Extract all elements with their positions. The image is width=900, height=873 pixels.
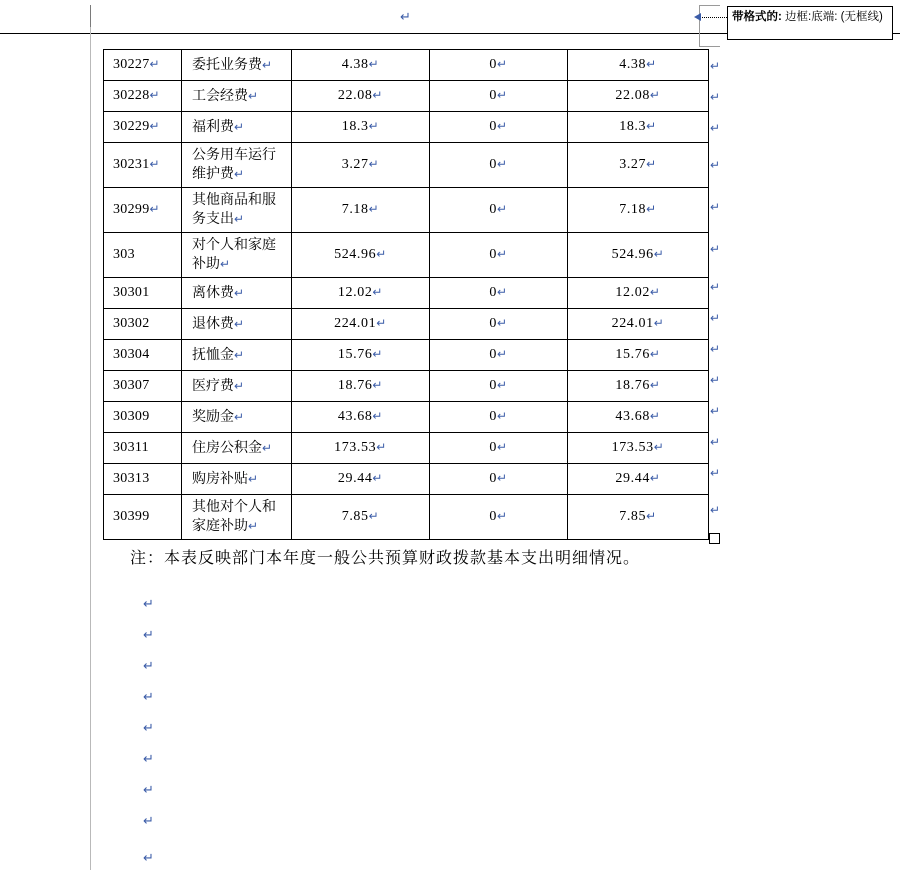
table-row[interactable] (104, 143, 709, 188)
name-text: 公务用车运行维护费 (192, 148, 276, 182)
value-text: 224.01 (334, 316, 377, 331)
value-text: 173.53 (611, 440, 654, 455)
name-text: 福利费 (192, 119, 234, 135)
cell-name[interactable] (182, 278, 292, 309)
name-text: 其他对个人和家庭补助 (192, 500, 276, 534)
value-text: 18.3 (619, 119, 647, 134)
cell-code[interactable] (104, 233, 182, 278)
cell-value2[interactable] (430, 233, 568, 278)
value-text: 15.76 (337, 347, 373, 362)
row-end-mark: ↵ (710, 311, 721, 325)
cell-paragraph-mark: ↵ (649, 378, 661, 392)
table-row[interactable] (104, 233, 709, 278)
name-text: 抚恤金 (192, 347, 234, 363)
cell-value1[interactable] (292, 402, 430, 433)
cell-paragraph-mark: ↵ (372, 347, 384, 361)
cell-value3[interactable] (568, 433, 709, 464)
cell-paragraph-mark: ↵ (234, 212, 245, 226)
cell-paragraph-mark: ↵ (649, 347, 661, 361)
cell-paragraph-mark: ↵ (234, 316, 245, 331)
cell-value2[interactable] (430, 402, 568, 433)
value-text: 0 (489, 471, 497, 486)
value-text: 0 (489, 440, 497, 455)
cell-value3[interactable] (568, 112, 709, 143)
cell-code[interactable] (104, 112, 182, 143)
cell-paragraph-mark: ↵ (496, 440, 508, 454)
cell-paragraph-mark: ↵ (649, 88, 661, 102)
value-text: 0 (489, 316, 497, 331)
table-row[interactable] (104, 188, 709, 233)
cell-paragraph-mark: ↵ (653, 247, 665, 261)
value-text: 0 (489, 88, 497, 103)
value-text: 7.85 (619, 509, 647, 524)
cell-name[interactable] (182, 402, 292, 433)
name-text: 委托业务费 (192, 57, 262, 73)
cell-name[interactable] (182, 143, 292, 188)
left-margin-tick (90, 5, 91, 27)
cell-value1[interactable] (292, 371, 430, 402)
code-text: 30229 (113, 119, 150, 134)
cell-value1[interactable] (292, 112, 430, 143)
value-text: 29.44 (615, 471, 650, 486)
cell-paragraph-mark: ↵ (496, 509, 508, 523)
cell-paragraph-mark: ↵ (368, 202, 380, 216)
cell-paragraph-mark: ↵ (496, 316, 508, 330)
paragraph-mark: ↵ (143, 596, 154, 611)
cell-paragraph-mark: ↵ (496, 247, 508, 261)
cell-value2[interactable] (430, 278, 568, 309)
cell-paragraph-mark: ↵ (234, 167, 245, 181)
value-text: 18.76 (615, 378, 650, 393)
cell-code[interactable] (104, 309, 182, 340)
cell-paragraph-mark: ↵ (649, 409, 661, 423)
value-text: 18.76 (337, 378, 373, 393)
table-row[interactable] (104, 433, 709, 464)
row-end-mark: ↵ (710, 342, 721, 356)
row-end-mark: ↵ (710, 242, 721, 256)
cell-paragraph-mark: ↵ (234, 409, 245, 424)
value-text: 173.53 (334, 440, 377, 455)
cell-paragraph-mark: ↵ (262, 57, 273, 72)
table-row[interactable] (104, 495, 709, 540)
cell-paragraph-mark: ↵ (248, 471, 259, 486)
cell-paragraph-mark: ↵ (149, 119, 160, 133)
cell-code[interactable] (104, 495, 182, 540)
code-text: 30299 (113, 202, 150, 217)
cell-paragraph-mark: ↵ (234, 347, 245, 362)
table-row[interactable] (104, 309, 709, 340)
cell-value3[interactable] (568, 340, 709, 371)
row-end-mark: ↵ (710, 466, 721, 480)
row-end-mark: ↵ (710, 373, 721, 387)
cell-paragraph-mark: ↵ (653, 440, 665, 454)
cell-paragraph-mark: ↵ (496, 88, 508, 102)
value-text: 43.68 (615, 409, 650, 424)
value-text: 29.44 (337, 471, 373, 486)
cell-name[interactable] (182, 371, 292, 402)
cell-paragraph-mark: ↵ (234, 378, 245, 393)
cell-value1[interactable] (292, 278, 430, 309)
paragraph-mark: ↵ (143, 627, 154, 642)
table-resize-handle[interactable] (709, 533, 720, 544)
value-text: 0 (489, 202, 497, 217)
row-end-mark: ↵ (710, 59, 721, 73)
comment-leader-arrow-icon (694, 13, 701, 21)
row-end-mark: ↵ (710, 158, 721, 172)
value-text: 0 (489, 157, 497, 172)
code-text: 30302 (113, 316, 150, 331)
cell-paragraph-mark: ↵ (496, 347, 508, 361)
code-text: 30309 (113, 409, 150, 424)
value-text: 22.08 (615, 88, 650, 103)
cell-value2[interactable] (430, 495, 568, 540)
table-row[interactable] (104, 112, 709, 143)
row-end-mark: ↵ (710, 404, 721, 418)
cell-value3[interactable] (568, 464, 709, 495)
cell-code[interactable] (104, 402, 182, 433)
value-text: 3.27 (619, 157, 647, 172)
table-row[interactable] (104, 81, 709, 112)
cell-paragraph-mark: ↵ (234, 119, 245, 134)
cell-value3[interactable] (568, 81, 709, 112)
paragraph-mark: ↵ (400, 9, 411, 24)
value-text: 4.38 (341, 57, 369, 72)
cell-paragraph-mark: ↵ (149, 88, 160, 102)
code-text: 30307 (113, 378, 150, 393)
value-text: 4.38 (619, 57, 647, 72)
cell-name[interactable] (182, 433, 292, 464)
cell-code[interactable] (104, 81, 182, 112)
cell-value3[interactable] (568, 495, 709, 540)
cell-paragraph-mark: ↵ (234, 285, 245, 300)
value-text: 7.85 (341, 509, 369, 524)
cell-paragraph-mark: ↵ (376, 247, 387, 261)
table-body (104, 50, 709, 540)
cell-paragraph-mark: ↵ (262, 440, 273, 455)
comment-label: 带格式的: (732, 11, 782, 23)
cell-name[interactable] (182, 495, 292, 540)
name-text: 工会经费 (192, 88, 248, 104)
cell-paragraph-mark: ↵ (368, 119, 380, 133)
cell-value2[interactable] (430, 143, 568, 188)
cell-value1[interactable] (292, 188, 430, 233)
value-text: 7.18 (619, 202, 647, 217)
cell-value1[interactable] (292, 340, 430, 371)
cell-paragraph-mark: ↵ (649, 471, 661, 485)
table-note (130, 545, 640, 568)
value-text: 3.27 (341, 157, 369, 172)
cell-paragraph-mark: ↵ (496, 57, 508, 71)
cell-name[interactable] (182, 81, 292, 112)
value-text: 12.02 (615, 285, 650, 300)
cell-code[interactable] (104, 50, 182, 81)
cell-value3[interactable] (568, 371, 709, 402)
left-margin-guide (90, 5, 91, 870)
code-text: 30228 (113, 88, 150, 103)
name-text: 对个人和家庭补助 (192, 238, 276, 272)
value-text: 0 (489, 247, 497, 262)
row-end-mark: ↵ (710, 200, 721, 214)
cell-code[interactable] (104, 433, 182, 464)
code-text: 30304 (113, 347, 150, 362)
name-text: 其他商品和服务支出 (192, 193, 276, 227)
cell-paragraph-mark: ↵ (372, 88, 384, 102)
name-text: 奖励金 (192, 409, 234, 425)
cell-value2[interactable] (430, 433, 568, 464)
cell-value1[interactable] (292, 81, 430, 112)
cell-value3[interactable] (568, 278, 709, 309)
cell-paragraph-mark: ↵ (368, 509, 380, 523)
value-text: 12.02 (337, 285, 373, 300)
row-end-mark: ↵ (710, 121, 721, 135)
cell-paragraph-mark: ↵ (653, 316, 665, 330)
cell-name[interactable] (182, 464, 292, 495)
cell-paragraph-mark: ↵ (646, 157, 657, 171)
value-text: 18.3 (341, 119, 369, 134)
cell-code[interactable] (104, 278, 182, 309)
cell-code[interactable] (104, 188, 182, 233)
cell-value2[interactable] (430, 112, 568, 143)
cell-paragraph-mark: ↵ (368, 57, 380, 71)
cell-paragraph-mark: ↵ (496, 378, 508, 392)
cell-value3[interactable] (568, 309, 709, 340)
cell-value3[interactable] (568, 233, 709, 278)
value-text: 15.76 (615, 347, 650, 362)
cell-paragraph-mark: ↵ (149, 57, 160, 71)
value-text: 7.18 (341, 202, 369, 217)
code-text: 30399 (113, 509, 150, 524)
budget-table[interactable] (103, 49, 709, 540)
cell-value1[interactable] (292, 233, 430, 278)
cell-paragraph-mark: ↵ (496, 202, 508, 216)
cell-value2[interactable] (430, 50, 568, 81)
code-text: 30313 (113, 471, 150, 486)
cell-paragraph-mark: ↵ (496, 409, 508, 423)
value-text: 0 (489, 509, 497, 524)
name-text: 医疗费 (192, 378, 234, 394)
paragraph-mark: ↵ (143, 850, 154, 865)
cell-paragraph-mark: ↵ (372, 471, 384, 485)
comment-text: 边框:底端: (无框线) (781, 11, 883, 23)
name-text: 住房公积金 (192, 440, 262, 456)
cell-paragraph-mark: ↵ (646, 57, 657, 71)
cell-value3[interactable] (568, 143, 709, 188)
cell-name[interactable] (182, 340, 292, 371)
cell-value1[interactable] (292, 143, 430, 188)
cell-value2[interactable] (430, 309, 568, 340)
table-row[interactable] (104, 464, 709, 495)
row-end-mark: ↵ (710, 90, 721, 104)
paragraph-mark: ↵ (143, 658, 154, 673)
cell-name[interactable] (182, 50, 292, 81)
row-end-mark: ↵ (710, 280, 721, 294)
value-text: 524.96 (611, 247, 654, 262)
format-change-comment[interactable] (727, 6, 893, 40)
cell-paragraph-mark: ↵ (496, 285, 508, 299)
cell-paragraph-mark: ↵ (376, 440, 387, 454)
value-text: 22.08 (337, 88, 373, 103)
comment-anchor-bracket (699, 5, 720, 47)
value-text: 0 (489, 57, 497, 72)
cell-paragraph-mark: ↵ (248, 519, 259, 533)
cell-value2[interactable] (430, 464, 568, 495)
paragraph-mark: ↵ (143, 782, 154, 797)
cell-paragraph-mark: ↵ (376, 316, 387, 330)
value-text: 0 (489, 409, 497, 424)
cell-value1[interactable] (292, 464, 430, 495)
name-text: 离休费 (192, 285, 234, 301)
cell-code[interactable] (104, 340, 182, 371)
row-end-mark: ↵ (710, 503, 721, 517)
name-text: 购房补贴 (192, 471, 248, 487)
cell-paragraph-mark: ↵ (646, 509, 657, 523)
value-text: 524.96 (334, 247, 377, 262)
paragraph-mark: ↵ (143, 689, 154, 704)
cell-value1[interactable] (292, 50, 430, 81)
table-row[interactable] (104, 340, 709, 371)
table-row[interactable] (104, 371, 709, 402)
cell-paragraph-mark: ↵ (372, 409, 384, 423)
cell-value1[interactable] (292, 309, 430, 340)
row-end-mark: ↵ (710, 435, 721, 449)
cell-paragraph-mark: ↵ (496, 119, 508, 133)
cell-code[interactable] (104, 143, 182, 188)
cell-value2[interactable] (430, 371, 568, 402)
cell-paragraph-mark: ↵ (496, 157, 508, 171)
cell-paragraph-mark: ↵ (496, 471, 508, 485)
value-text: 0 (489, 119, 497, 134)
cell-value3[interactable] (568, 188, 709, 233)
code-text: 30231 (113, 157, 150, 172)
cell-code[interactable] (104, 464, 182, 495)
paragraph-mark: ↵ (143, 720, 154, 735)
value-text: 0 (489, 285, 497, 300)
code-text: 30301 (113, 285, 150, 300)
cell-value2[interactable] (430, 81, 568, 112)
cell-value1[interactable] (292, 495, 430, 540)
cell-value1[interactable] (292, 433, 430, 464)
cell-value3[interactable] (568, 402, 709, 433)
cell-value2[interactable] (430, 340, 568, 371)
value-text: 0 (489, 378, 497, 393)
cell-paragraph-mark: ↵ (368, 157, 380, 171)
code-text: 30227 (113, 57, 150, 72)
cell-paragraph-mark: ↵ (646, 202, 657, 216)
note-text: 注：本表反映部门本年度一般公共预算财政拨款基本支出明细情况。 (130, 550, 641, 567)
name-text: 退休费 (192, 316, 234, 332)
value-text: 224.01 (611, 316, 654, 331)
paragraph-mark: ↵ (143, 813, 154, 828)
cell-paragraph-mark: ↵ (372, 285, 384, 299)
code-text: 303 (113, 247, 135, 262)
cell-paragraph-mark: ↵ (646, 119, 657, 133)
cell-name[interactable] (182, 233, 292, 278)
paragraph-mark: ↵ (143, 751, 154, 766)
table-row[interactable] (104, 50, 709, 81)
table-row[interactable] (104, 278, 709, 309)
cell-name[interactable] (182, 188, 292, 233)
value-text: 0 (489, 347, 497, 362)
cell-paragraph-mark: ↵ (220, 257, 231, 271)
cell-name[interactable] (182, 112, 292, 143)
value-text: 43.68 (337, 409, 373, 424)
cell-name[interactable] (182, 309, 292, 340)
cell-paragraph-mark: ↵ (149, 202, 160, 216)
cell-paragraph-mark: ↵ (372, 378, 384, 392)
cell-code[interactable] (104, 371, 182, 402)
code-text: 30311 (113, 440, 149, 455)
cell-value2[interactable] (430, 188, 568, 233)
table-row[interactable] (104, 402, 709, 433)
cell-paragraph-mark: ↵ (248, 88, 259, 103)
comment-leader-line (700, 17, 727, 19)
cell-value3[interactable] (568, 50, 709, 81)
cell-paragraph-mark: ↵ (649, 285, 661, 299)
cell-paragraph-mark: ↵ (149, 157, 160, 171)
